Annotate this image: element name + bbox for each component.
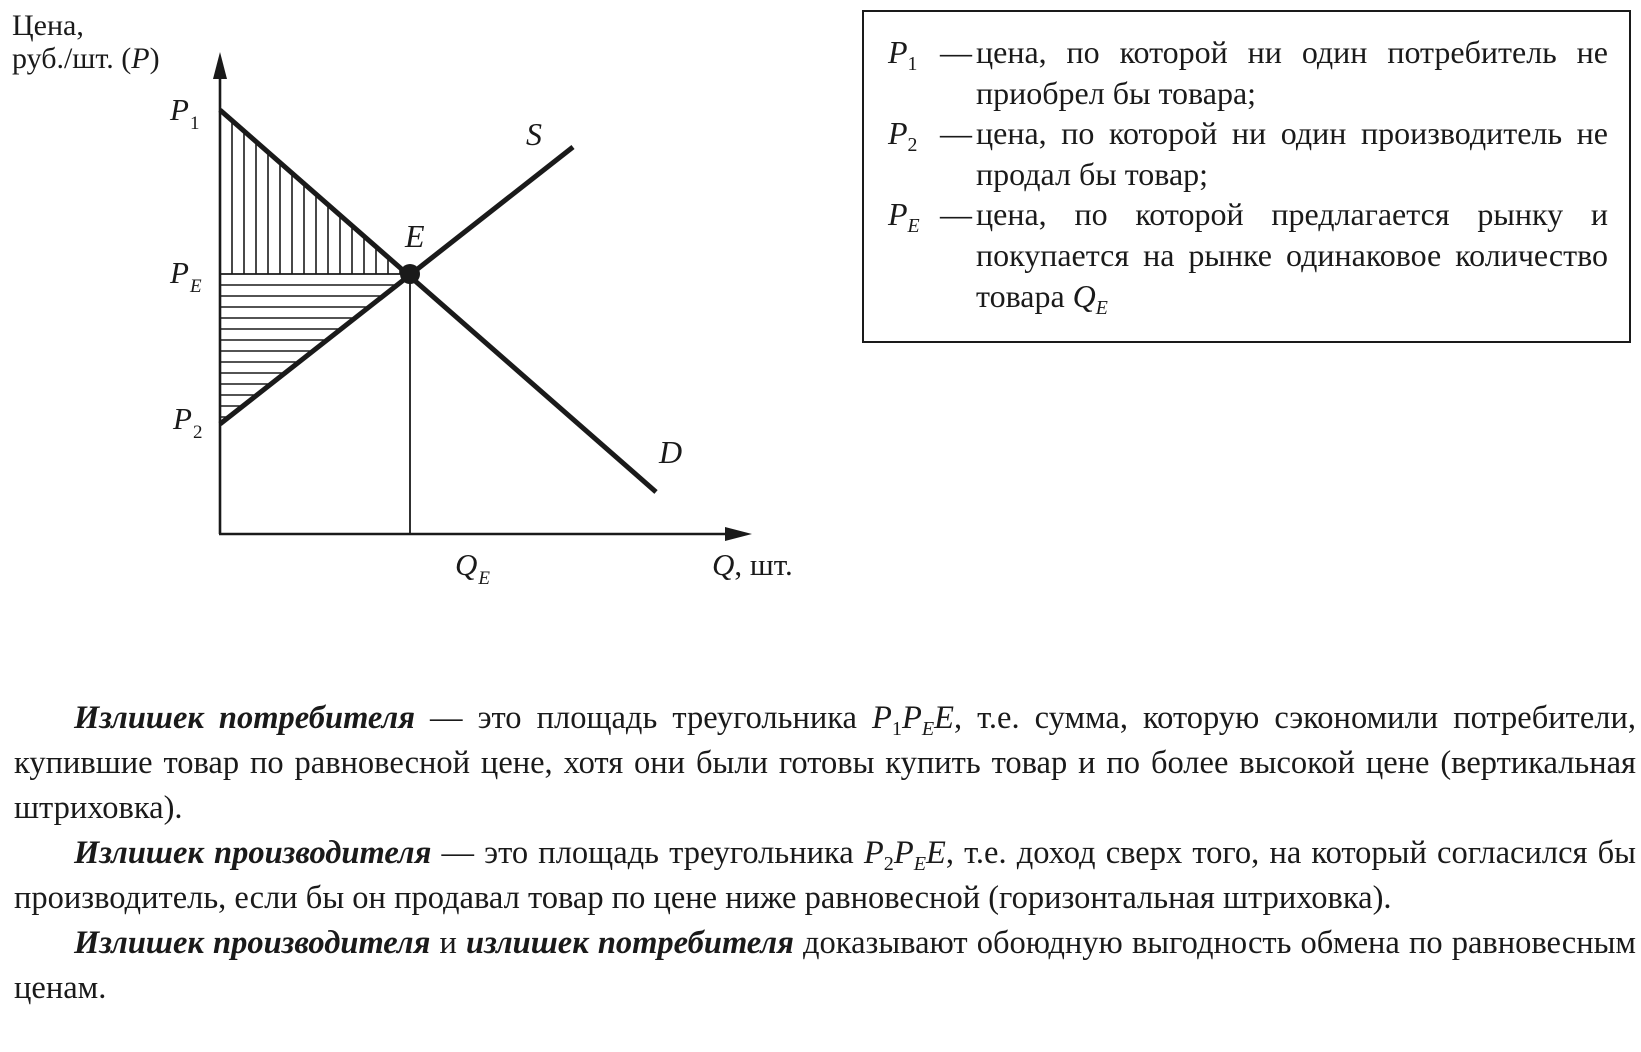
x-axis-label: Q, шт. — [712, 547, 793, 582]
legend-dash: — — [940, 34, 972, 70]
legend-symbol: $P_1$ — [888, 34, 918, 75]
pe-label: $P_E$ — [170, 255, 202, 297]
qe-label: $Q_E$ — [455, 547, 490, 589]
y-axis-label-line1: Цена, — [12, 9, 84, 42]
term-producer-surplus: Излишек производителя — [74, 835, 432, 871]
term-consumer-surplus: Излишек потребителя — [74, 700, 415, 736]
paragraph-conclusion: Излишек производителя и излишек потребителя доказывают обоюдную выгодность обмена по равновесным ценам. — [14, 925, 1637, 1006]
text-body — [14, 696, 1636, 1011]
equilibrium-point — [400, 264, 420, 284]
legend-description: цена, по которой ни один потребитель не приобрел бы товара; — [976, 34, 1608, 111]
y-axis-label-line2: руб./шт. (P) — [12, 42, 160, 75]
legend-description: цена, по которой предлагается рынку и покупается на рынке одинаковое количество товара $Q_E$ — [976, 196, 1608, 319]
legend-description: цена, по которой ни один производитель не продал бы товар; — [976, 115, 1608, 192]
term-consumer-surplus: излишек потребителя — [466, 925, 794, 961]
demand-label: D — [659, 434, 683, 470]
legend-symbol: $P_E$ — [888, 196, 920, 237]
equilibrium-label: E — [405, 218, 425, 254]
demand-curve — [220, 110, 656, 492]
y-axis-arrow-icon — [213, 52, 227, 79]
paragraph-consumer-surplus: Излишек потребителя — это площадь треугольника $P_1P_EE$, т.е. сумма, которую сэкономили потребители, купившие товар по равновесной цене, хотя они были готовы купить товар и по более высокой цене (вертикальная штриховка). — [14, 700, 1636, 826]
paragraph-producer-surplus: Излишек производителя — это площадь треугольника $P_2P_EE$, т.е. доход сверх того, на который согласился бы производитель, если бы он продавал товар по цене ниже равновесной (горизонтальная штриховка). — [14, 835, 1636, 916]
p2-label: $P_2$ — [173, 401, 203, 443]
legend-symbol: $P_2$ — [888, 115, 918, 156]
term-producer-surplus: Излишек производителя — [74, 925, 431, 961]
legend-dash: — — [940, 196, 972, 232]
supply-label: S — [526, 116, 542, 152]
supply-demand-graph — [0, 0, 820, 600]
legend-box — [862, 10, 1631, 343]
x-axis-arrow-icon — [725, 527, 752, 541]
legend-dash: — — [940, 115, 972, 151]
p1-label: $P_1$ — [170, 92, 200, 134]
